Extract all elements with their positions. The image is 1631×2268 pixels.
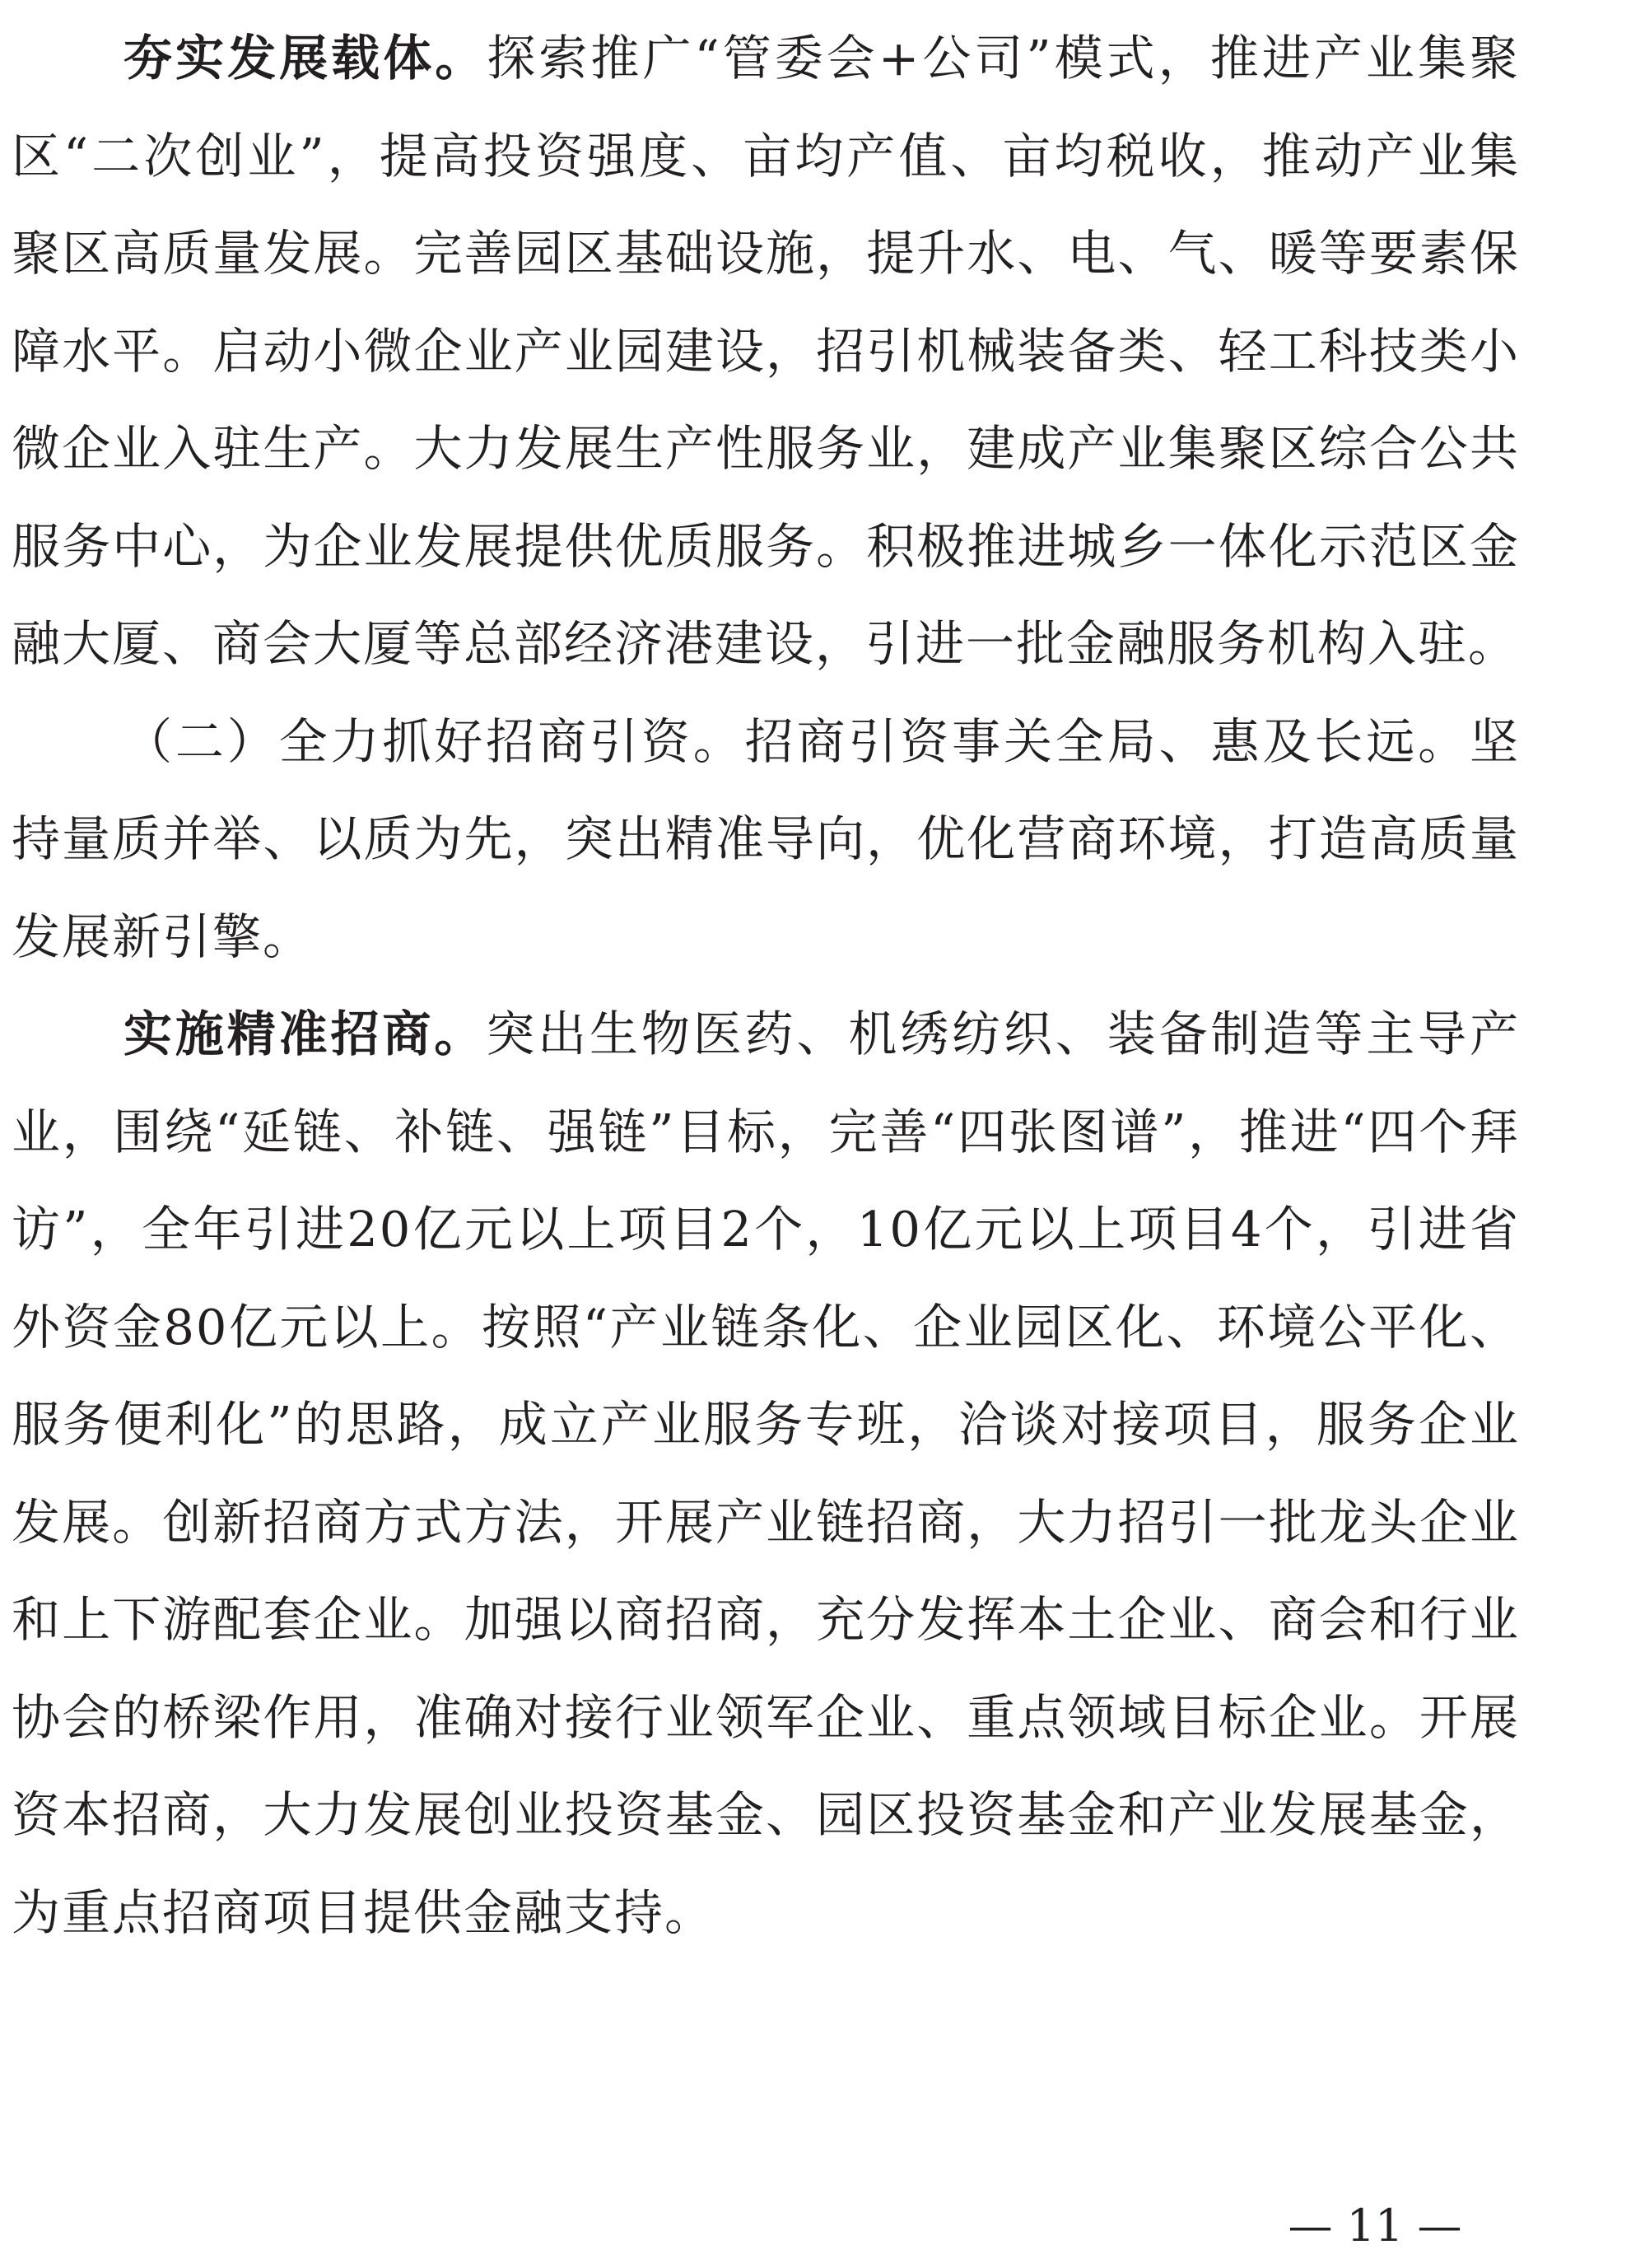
paragraph-strengthen-carriers	[12, 10, 1520, 693]
paragraph-precise-investment	[12, 986, 1520, 1962]
paragraph-lead-heading: 实施精准招商。	[123, 1006, 487, 1062]
paragraph-lead-heading: 夯实发展载体。	[123, 30, 487, 86]
document-body	[12, 10, 1520, 1962]
page-number: — 11 —	[1288, 2200, 1462, 2252]
paragraph-text: 探索推广“管委会+公司”模式，推进产业集聚区“二次创业”，提高投资强度、亩均产值、亩均税收，推动产业集聚区高质量发展。完善园区基础设施，提升水、电、气、暖等要素保障水平。启动小微企业产业园建设，招引机械装备类、轻工科技类小微企业入驻生产。大力发展生产性服务业，建成产业集聚区综合公共服务中心，为企业发展提供优质服务。积极推进城乡一体化示范区金融大厦、商会大厦等总部经济港建设，引进一批金融服务机构入驻。	[12, 30, 1520, 672]
paragraph-text: 突出生物医药、机绣纺织、装备制造等主导产业，围绕“延链、补链、强链”目标，完善“四张图谱”，推进“四个拜访”，全年引进20亿元以上项目2个，10亿元以上项目4个，引进省外资金80亿元以上。按照“产业链条化、企业园区化、环境公平化、服务便利化”的思路，成立产业服务专班，洽谈对接项目，服务企业发展。创新招商方式方法，开展产业链招商，大力招引一批龙头企业和上下游配套企业。加强以商招商，充分发挥本土企业、商会和行业协会的桥梁作用，准确对接行业领军企业、重点领域目标企业。开展资本招商，大力发展创业投资基金、园区投资基金和产业发展基金，为重点招商项目提供金融支持。	[12, 1006, 1520, 1941]
section-heading: （二）全力抓好招商引资。	[123, 712, 745, 770]
paragraph-investment-promotion	[12, 693, 1520, 987]
paragraph-text: 招商引资事关全局、惠及长远。坚持量质并举、以质为先，突出精准导向，优化营商环境，打造高质量发展新引擎。	[12, 712, 1520, 965]
